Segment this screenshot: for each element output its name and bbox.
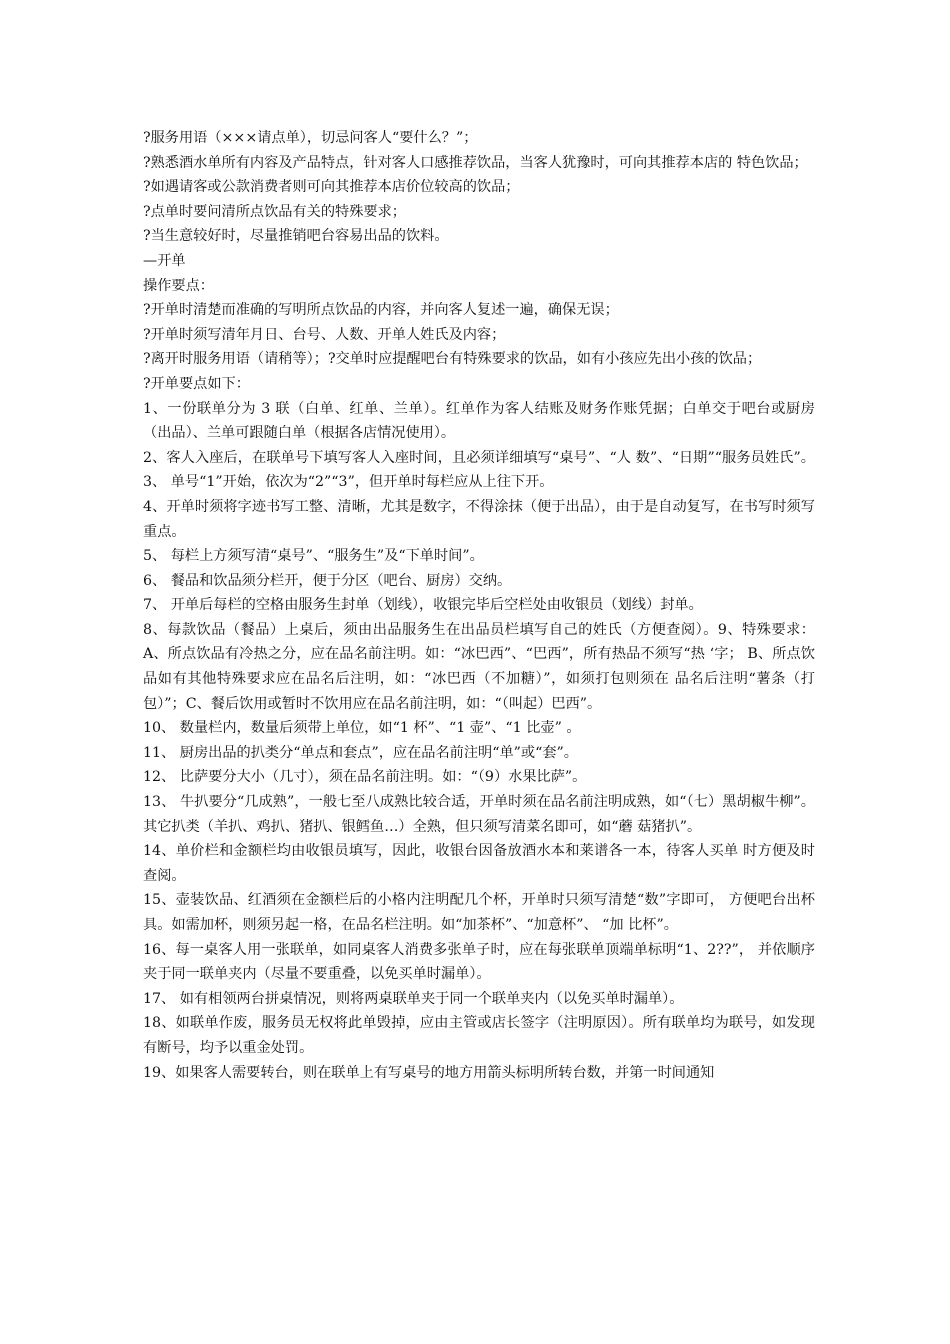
paragraph: 12、 比萨要分大小（几寸），须在品名前注明。如：“（9）水果比萨”。	[143, 769, 587, 786]
paragraph: ?离开时服务用语（请稍等）；?交单时应提醒吧台有特殊要求的饮品，如有小孩应先出小孩的饮品；	[143, 351, 762, 368]
paragraph: ?如遇请客或公款消费者则可向其推荐本店价位较高的饮品；	[143, 179, 520, 196]
section-heading: —开单	[143, 252, 186, 269]
paragraph: 14、单价栏和金额栏均由收银员填写，因此，收银台因备放酒水本和莱谱各一本，待客人买单 时方便及时查阅。	[143, 843, 815, 884]
paragraph: ?服务用语（×××请点单），切忌问客人“要什么？”；	[143, 130, 478, 146]
paragraph: 操作要点：	[143, 277, 214, 294]
paragraph: 19、如果客人需要转台，则在联单上有写桌号的地方用箭头标明所转台数，并第一时间通知	[143, 1064, 715, 1081]
paragraph: 16、每一桌客人用一张联单，如同桌客人消费多张单子时，应在每张联单顶端单标明“1、2??”， 并依顺序夹于同一联单夹内（尽量不要重叠，以免买单时漏单）。	[143, 941, 815, 983]
paragraph: 7、 开单后每栏的空格由服务生封单（划线），收银完毕后空栏处由收银员（划线）封单。	[143, 597, 703, 614]
paragraph: 11、 厨房出品的扒类分“单点和套点”，应在品名前注明“单”或“套”。	[143, 744, 578, 761]
paragraph: ?点单时要问清所点饮品有关的特殊要求；	[143, 203, 406, 220]
paragraph: 18、如联单作废，服务员无权将此单毁掉，应由主管或店长签字（注明原因）。所有联单均为联号，如发现有断号，均予以重金处罚。	[143, 1015, 815, 1056]
paragraph: 2、客人入座后，在联单号下填写客人入座时间，且必须详细填写“桌号”、“人 数”、“日期”“服务员姓氏”。 3、 单号“1”开始，依次为“2”“3”，但开单时每栏应从上往下开。	[143, 449, 815, 491]
paragraph: ?开单要点如下：	[143, 375, 250, 392]
paragraph: ?开单时清楚而准确的写明所点饮品的内容，并向客人复述一遍，确保无误；	[143, 302, 619, 319]
paragraph: 10、 数量栏内，数量后须带上单位，如“1 杯”、“1 壶”、“1 比壶” 。	[143, 720, 581, 737]
paragraph: 4、开单时须将字迹书写工整、清晰，尤其是数字，不得涂抹（便于出品），由于是自动复写，在书写时须写重点。	[143, 498, 815, 540]
paragraph: 13、 牛扒要分“几成熟”，一般七至八成熟比较合适，开单时须在品名前注明成熟，如“（七）黑胡椒牛柳”。其它扒类（羊扒、鸡扒、猪扒、银鳕鱼…）全熟，但只须写清菜名即可，如“蘑 菇猪扒”。	[143, 794, 815, 835]
paragraph: 8、每款饮品（餐品）上桌后，须由出品服务生在出品员栏填写自己的姓氏（方便查阅）。9、特殊要求：A、所点饮品有冷热之分，应在品名前注明。如：“冰巴西”、“巴西”，所有热品不须写“热 ‘字； B、所点饮品如有其他特殊要求应在品名后注明，如：“冰巴西（不加糖）”，如须打包则须在 品名后注明“薯条（打包）”；C、餐后饮用或暂时不饮用应在品名前注明，如：“（叫起）巴西”。	[143, 621, 815, 712]
paragraph: 6、 餐品和饮品须分栏开，便于分区（吧台、厨房）交纳。	[143, 572, 512, 589]
paragraph: ?开单时须写清年月日、台号、人数、开单人姓氏及内容；	[143, 326, 506, 343]
paragraph: 5、 每栏上方须写清“桌号”、“服务生”及“下单时间”。	[143, 548, 484, 565]
paragraph: 17、 如有相领两台拼桌情况，则将两桌联单夹于同一个联单夹内（以免买单时漏单）。	[143, 990, 684, 1007]
document-page	[143, 126, 815, 1085]
paragraph: ?熟悉酒水单所有内容及产品特点，针对客人口感推荐饮品，当客人犹豫时，可向其推荐本店的 特色饮品；	[143, 154, 808, 171]
paragraph: 15、壶装饮品、红酒须在金额栏后的小格内注明配几个杯，开单时只须写清楚“数”字即可， 方便吧台出杯具。如需加杯，则须另起一格，在品名栏注明。如“加茶杯”、“加意杯”、 “加 比杯”。	[143, 892, 815, 933]
paragraph: ?当生意较好时，尽量推销吧台容易出品的饮料。	[143, 228, 449, 245]
paragraph: 1、一份联单分为 3 联（白单、红单、兰单）。红单作为客人结账及财务作账凭据；白单交于吧台或厨房（出品）、兰单可跟随白单（根据各店情况使用）。	[143, 400, 815, 442]
